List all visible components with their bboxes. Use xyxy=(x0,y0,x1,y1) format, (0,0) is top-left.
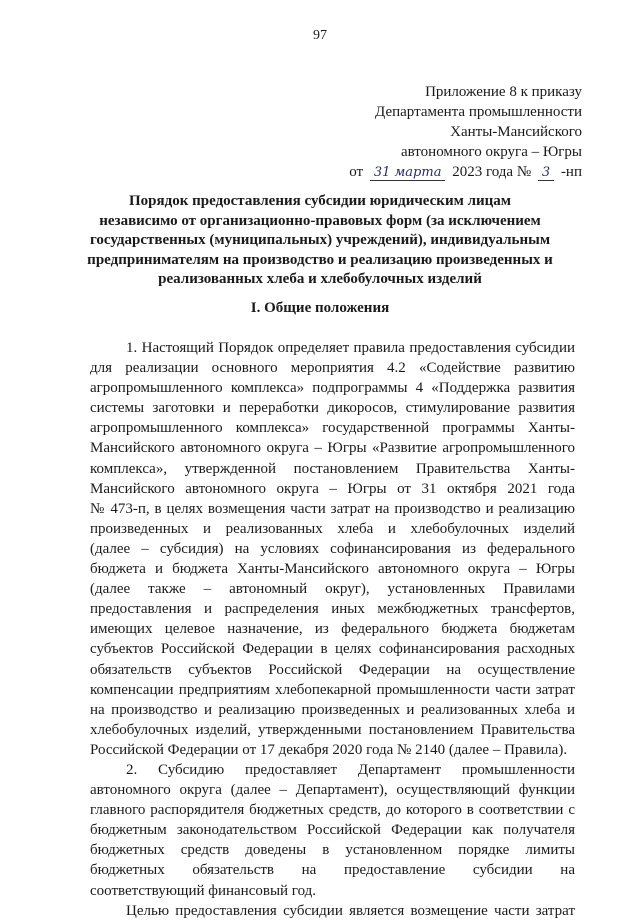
page-number: 97 xyxy=(313,28,327,43)
title-line: реализованных хлеба и хлебобулочных изделий xyxy=(158,271,482,287)
body-line: произведенных и реализованных хлеба и хлебобулочных изделий xyxy=(90,520,575,537)
body-text xyxy=(90,338,575,921)
appendix-line: Ханты-Мансийского xyxy=(450,124,582,140)
body-line: бюджетных средств доведены в установленном порядке лимиты xyxy=(90,842,575,859)
body-line: 1. Настоящий Порядок определяет правила предоставления субсидии xyxy=(126,340,575,356)
body-line: 2. Субсидию предоставляет Департамент промышленности xyxy=(126,761,575,778)
order-date-number-line xyxy=(349,162,582,183)
body-line: на производство и реализацию произведенных и реализованных хлеба и xyxy=(90,701,575,718)
body-line: агропромышленного комплекса» государственной программы Ханты- xyxy=(90,420,575,437)
body-line: имеющих целевое назначение, из федерального бюджета бюджетам xyxy=(90,621,575,638)
number-suffix: -нп xyxy=(560,164,582,180)
body-line: агропромышленного комплекса» подпрограммы 4 «Поддержка развития xyxy=(90,380,575,397)
body-line: № 473-п, в целях возмещения части затрат на производство и реализацию xyxy=(90,500,575,517)
body-line: системы заготовки и переработки дикоросов, стимулирование развития xyxy=(90,400,575,417)
body-line: комплекса», утвержденной постановлением Правительства Ханты- xyxy=(90,460,575,477)
body-line: субъектов Российской Федерации в целях софинансирования расходных xyxy=(90,641,575,658)
title-line: Порядок предоставления субсидии юридическим лицам xyxy=(129,193,511,209)
body-line: хлебобулочных изделий, утвержденными постановлением Правительства xyxy=(90,721,575,738)
appendix-block xyxy=(349,82,582,183)
handwritten-date: 31 марта xyxy=(370,165,446,181)
body-line: Целью предоставления субсидии является возмещение части затрат xyxy=(126,902,575,919)
title-line: государственных (муниципальных) учреждений), индивидуальным xyxy=(89,232,551,248)
appendix-line: Департамента промышленности xyxy=(375,104,582,120)
body-line: предоставления и распределения иных межбюджетных трансфертов, xyxy=(90,601,575,618)
body-line: соответствующий финансовый год. xyxy=(90,882,317,899)
body-line: бюджетным законодательством Российской Федерации как получателя xyxy=(90,822,575,839)
body-line: бюджетных обязательств на предоставление субсидии на xyxy=(90,862,575,879)
body-line: бюджета и бюджета Ханты-Мансийского автономного округа – Югры xyxy=(90,561,575,578)
body-line: обязательств субъектов Российской Федерации на осуществление xyxy=(90,661,575,678)
body-line: Мансийского автономного округа – Югры «Развитие агропромышленного xyxy=(90,440,575,457)
date-prefix: от xyxy=(349,164,364,180)
body-line: для реализации основного мероприятия 4.2 «Содействие развитию xyxy=(90,360,575,377)
body-line: (далее – субсидия) на условиях софинансирования из федерального xyxy=(90,540,575,557)
appendix-line: Приложение 8 к приказу xyxy=(425,84,582,100)
section-heading: I. Общие положения xyxy=(250,300,390,316)
handwritten-number: 3 xyxy=(538,165,554,181)
body-line: автономного округа (далее – Департамент), осуществляющий функции xyxy=(90,782,575,799)
body-line: компенсации предприятиям хлебопекарной промышленности части затрат xyxy=(90,681,575,698)
title-line: независимо от организационно-правовых форм (за исключением xyxy=(99,212,541,229)
title-line: предпринимателям на производство и реализацию произведенных и xyxy=(87,251,553,268)
document-title xyxy=(70,192,570,290)
body-line: Мансийского автономного округа – Югры от 31 октября 2021 года xyxy=(90,480,575,497)
body-line: (далее также – автономный округ), установленных Правилами xyxy=(90,581,575,598)
body-line: главного распорядителя бюджетных средств, до которого в соответствии с xyxy=(90,802,575,819)
appendix-line: автономного округа – Югры xyxy=(400,144,582,160)
body-line: Российской Федерации от 17 декабря 2020 года № 2140 (далее – Правила). xyxy=(90,741,568,758)
year-text: 2023 года № xyxy=(452,164,532,180)
